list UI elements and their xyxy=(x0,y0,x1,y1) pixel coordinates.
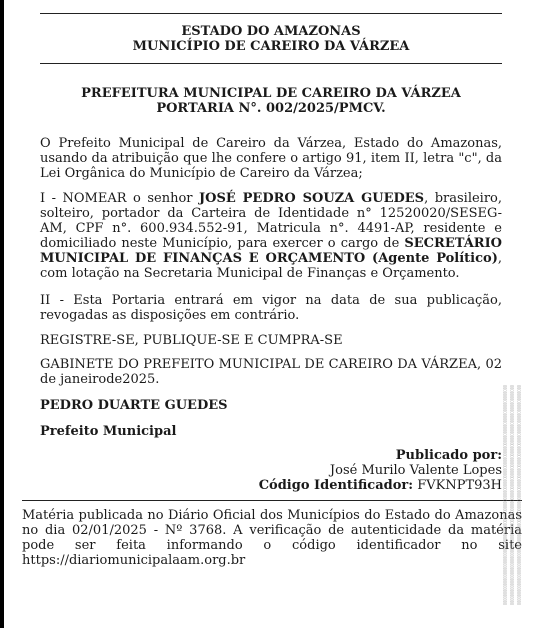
item-1-paragraph xyxy=(40,191,502,281)
signer-role: Prefeito Municipal xyxy=(40,424,177,439)
appointee-role: SECRETÁRIO MUNICIPAL DE FINANÇAS E ORÇAMENTO (Agente Político) xyxy=(40,236,502,266)
margin-line-3: ▯▯▯▯▯▯▯▯▯▯▯▯▯▯▯▯▯▯▯▯▯▯▯▯▯▯▯▯▯▯▯▯▯▯▯▯▯▯▯▯▯▯▯▯▯▯▯▯▯▯▯▯▯▯▯▯▯▯▯▯▯▯▯▯▯▯▯▯▯▯▯▯▯▯▯▯▯▯▯▯▯▯▯▯▯▯▯▯▯▯▯▯▯▯▯▯▯▯▯▯ xyxy=(516,384,521,605)
doc-ordinance: PORTARIA N°. 002/2025/PMCV. xyxy=(156,101,386,116)
header-bottom-rule xyxy=(40,63,502,64)
header-municipality: MUNICÍPIO DE CAREIRO DA VÁRZEA xyxy=(132,39,410,54)
identifier-line xyxy=(259,478,502,493)
item-2-paragraph: II - Esta Portaria entrará em vigor na data de sua publicação, revogadas as disposições em contrário. xyxy=(40,293,502,323)
item-1-text-b: , brasileiro, solteiro, portador da Carteira de Identidade n° 12520020/SESEG-AM, CPF n°. 600.934.552-91, Matricula n°. 4491-AP, residente e domiciliado neste Município, para exercer o cargo de xyxy=(40,191,503,251)
identifier-code: FVKNPT93H xyxy=(417,478,502,493)
item-1-text-a: I - NOMEAR o senhor xyxy=(40,191,199,206)
header-state: ESTADO DO AMAZONAS xyxy=(181,24,361,39)
intro-paragraph: O Prefeito Municipal de Careiro da Várzea, Estado do Amazonas, usando da atribuição que lhe confere o artigo 91, item II, letra "c", da Lei Orgânica do Município de Careiro da Várzea; xyxy=(40,136,502,181)
item-1-text-c: , com lotação na Secretaria Municipal de Finanças e Orçamento. xyxy=(40,251,502,281)
margin-line-1: ▯▯▯▯▯▯▯▯▯▯▯▯▯▯▯▯▯▯▯▯▯▯▯▯▯▯▯▯▯▯▯▯▯▯▯▯▯▯▯▯▯▯▯▯▯▯▯▯▯▯▯▯▯▯▯▯▯▯▯▯▯▯▯▯▯▯▯▯▯▯▯▯▯▯▯▯▯▯▯▯▯▯▯▯▯▯▯▯▯▯▯▯▯▯▯▯▯▯▯▯ xyxy=(502,384,507,605)
appointee-name: JOSÉ PEDRO SOUZA GUEDES xyxy=(199,191,425,206)
margin-line-2: ▯▯▯▯▯▯▯▯▯▯▯▯▯▯▯▯▯▯▯▯▯▯▯▯▯▯▯▯▯▯▯▯▯▯▯▯▯▯▯▯▯▯▯▯▯▯▯▯▯▯▯▯▯▯▯▯▯▯▯▯▯▯▯▯▯▯▯▯▯▯▯▯▯▯▯▯▯▯▯▯▯▯▯▯▯▯▯▯▯▯▯▯▯▯▯▯▯▯▯▯ xyxy=(509,384,514,605)
cabinet-text: GABINETE DO PREFEITO MUNICIPAL DE CAREIRO DA VÁRZEA, 02 de janeirode2025. xyxy=(40,357,502,387)
signer-name: PEDRO DUARTE GUEDES xyxy=(40,398,228,413)
footer-note: Matéria publicada no Diário Oficial dos Municípios do Estado do Amazonas no dia 02/01/2025 - Nº 3768. A verificação de autenticidade da matéria pode ser feita informando o código identificador no site https://diariomunicipalaam.org.br xyxy=(22,508,522,568)
identifier-label: Código Identificador: xyxy=(258,478,414,493)
published-by-label: Publicado por: xyxy=(395,448,502,463)
doc-office: PREFEITURA MUNICIPAL DE CAREIRO DA VÁRZEA xyxy=(81,86,461,101)
footer-rule xyxy=(22,500,522,501)
publisher-name: José Murilo Valente Lopes xyxy=(329,463,502,478)
closing-text: REGISTRE-SE, PUBLIQUE-SE E CUMPRA-SE xyxy=(40,333,343,348)
vertical-certification-margin xyxy=(500,200,534,610)
header-top-rule xyxy=(40,13,502,14)
page-edge xyxy=(0,0,4,628)
